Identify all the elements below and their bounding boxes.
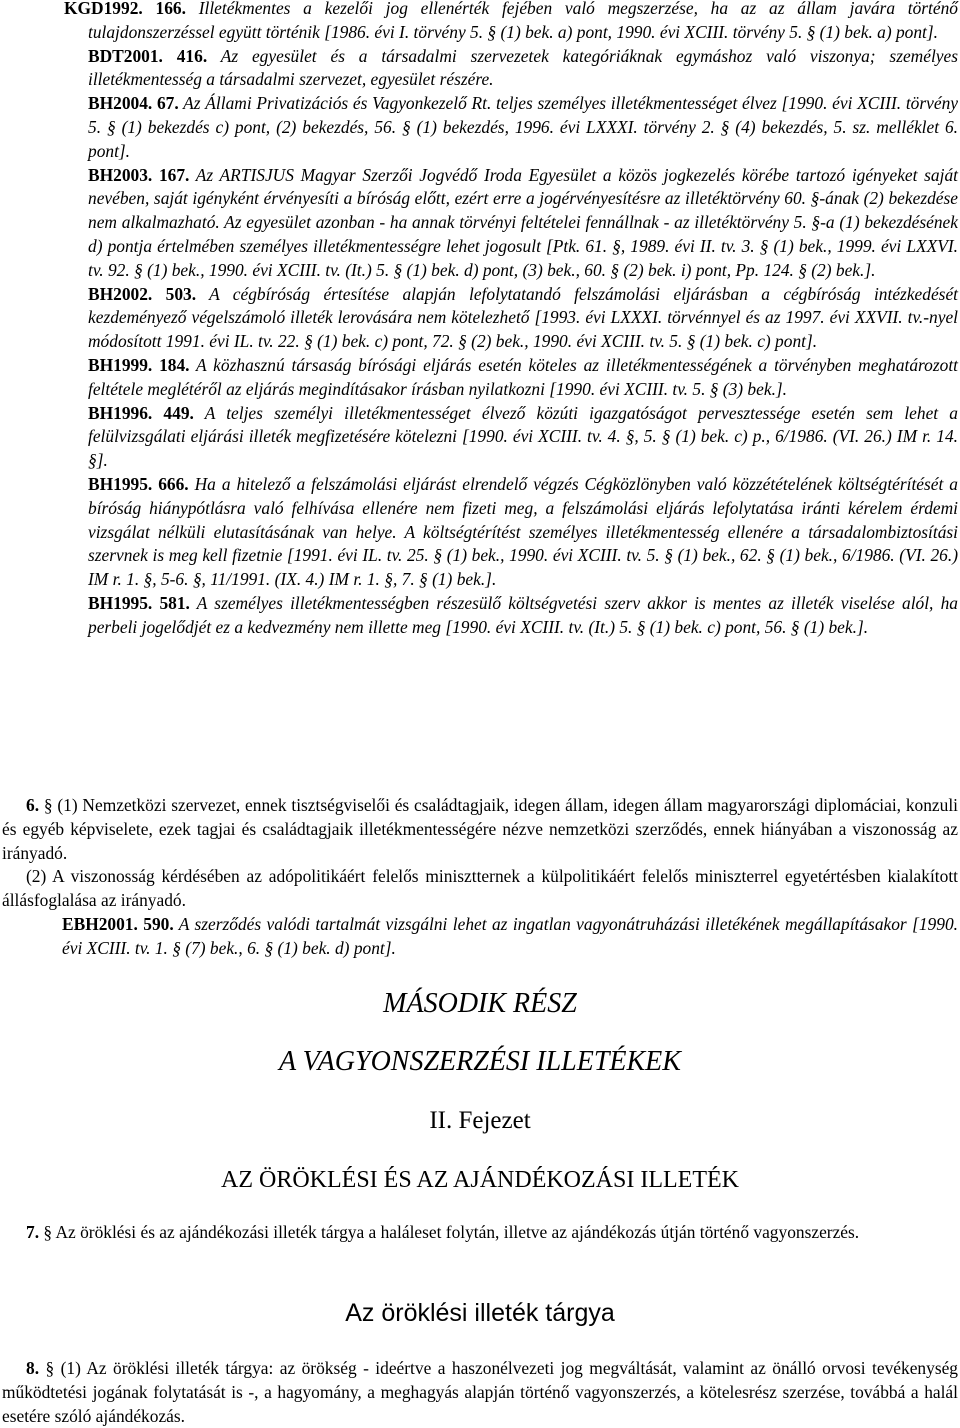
section-text: (2) A viszonosság kérdésében az adópolitikáért felelős minisztternek a külpolitikáért felelős miniszterrel egyetértésben kialakított állásfoglalása az irányadó. xyxy=(2,866,958,911)
section-text: § Az öröklési és az ajándékozási illeték tárgya a haláleset folytán, illetve az ajándékozás útján történő vagyonszerzés. xyxy=(39,1222,860,1242)
section-6-paragraph-2 xyxy=(0,865,960,913)
part-heading: MÁSODIK RÉSZ xyxy=(383,988,577,1019)
case-summary: A teljes személyi illetékmentességet élvező közúti igazgatóságot pervesztessége esetén sem lehet a felülvizsgálati eljárási illeték megfizetésére kötelezni [1990. évi XCIII. tv. 4. §, 5. § (1) bek. c) p., 6/1986. (VI. 26.) IM r. 14. §]. xyxy=(88,402,959,471)
chapter-title: AZ ÖRÖKLÉSI ÉS AZ AJÁNDÉKOZÁSI ILLETÉK xyxy=(221,1167,739,1193)
subheading: Az öröklési illeték tárgya xyxy=(345,1299,615,1327)
case-reference: BH2003. 167. xyxy=(88,164,190,185)
section-7 xyxy=(0,1221,960,1245)
case-summary: Az Állami Privatizációs és Vagyonkezelő Rt. teljes személyes illetékmentességet élvez [1990. évi XCIII. törvény 5. § (1) bekezdés c) pont, (2) bekezdés, 56. § (1) bekezdés, 1996. évi LXXXI. törvény 2. § (4) bekezdés, 5. sz. melléklet 6. pont]. xyxy=(88,93,958,161)
case-reference: BH1999. 184. xyxy=(88,354,190,375)
section-number: 7. xyxy=(26,1222,40,1242)
section-6 xyxy=(0,794,960,961)
case-entry xyxy=(0,473,960,592)
case-entry xyxy=(0,0,960,45)
part-title: A VAGYONSZERZÉSI ILLETÉKEK xyxy=(279,1046,681,1077)
case-summary: Illetékmentes a kezelői jog ellenérték fejében való megszerzése, ha az az állam javára történő tulajdonszerzéssel együtt történik [1986. évi I. törvény 5. § (1) bek. a) pont, 1990. évi XCIII. törvény 5. § (1) bek. a) pont]. xyxy=(88,0,959,42)
case-reference: BH1995. 666. xyxy=(88,473,189,494)
case-entry xyxy=(0,592,960,640)
case-reference: BDT2001. 416. xyxy=(88,45,208,66)
case-summary: A cégbíróság értesítése alapján lefolytatandó felszámolási eljárásban a cégbíróság intézkedését kezdeményező végelszámoló illeték lerovására nem kötelezhető [1993. évi LXXXI. törvénnyel és az 1997. évi XXVII. tv.-nyel módosított 1991. évi IL. tv. 22. § (1) bek. c) pont, 72. § (2) bek., 1990. évi XCIII. tv. 5. § (1) bek. c) pont]. xyxy=(88,283,958,352)
case-entry xyxy=(0,92,960,163)
case-summary: A személyes illetékmentességben részesülő költségvetési szerv akkor is mentes az illeték viselése alól, ha perbeli jogelődjét ez a kedvezmény nem illette meg [1990. évi XCIII. tv. (It.) 5. § (1) bek. c) pont, 56. § (1) bek.]. xyxy=(88,592,958,637)
case-reference: BH2002. 503. xyxy=(88,283,197,304)
section-8 xyxy=(0,1357,960,1428)
section-6-paragraph-1 xyxy=(0,794,960,865)
case-reference: BH1996. 449. xyxy=(88,402,194,423)
case-summary: Az ARTISJUS Magyar Szerzői Jogvédő Iroda Egyesület a közös jogkezelés körébe tartozó igényeket saját nevében, saját igényként érvényesíti a bíróság előtt, ezért erre a jogérvényesítésre az illetéktörvény 60. §-ának (2) bekezdése nem alkalmazható. Az egyesület azonban - ha annak törvényi feltételei fennállnak - az illetéktörvény 5. §-a (1) bekezdésének d) pontja értelmében személyes illetékmentességre lehet jogosult [Ptk. 61. §, 1989. évi II. tv. 3. § (1) bek., 1999. évi LXXVI. tv. 92. § (1) bek., 1990. évi XCIII. tv. (It.) 5. § (1) bek. d) pont, (3) bek., 60. § (2) bek. i) pont, Pp. 124. § (2) bek.]. xyxy=(88,164,958,280)
case-entry xyxy=(0,164,960,283)
case-entry xyxy=(0,354,960,402)
case-summary: A szerződés valódi tartalmát vizsgálni lehet az ingatlan vagyonátruházási illetékének megállapításakor [1990. évi XCIII. tv. 1. § (7) bek., 6. § (1) bek. d) pont]. xyxy=(62,913,958,958)
section-text: § (1) Az öröklési illeték tárgya: az örökség - ideértve a haszonélvezeti jog megváltását, valamint az önálló orvosi tevékenység működtetési jogának folytatását is -, a hagyomány, a meghagyás alapján történő vagyonszerzés, a kötelesrész szerzése, továbbá a halál esetére szóló ajándékozás. xyxy=(2,1358,958,1426)
case-reference: BH1995. 581. xyxy=(88,592,190,613)
case-entry xyxy=(0,402,960,473)
case-reference: EBH2001. 590. xyxy=(62,913,174,934)
section-8-paragraph xyxy=(0,1357,960,1428)
case-summary: Ha a hitelező a felszámolási eljárást elrendelő végzés Cégközlönyben való közzétételének költségtérítését a bíróság hiánypótlásra való felhívása ellenére nem fizeti meg, a felszámolási eljárás lefolytatása iránti kérelem érdemi vizsgálat nélküli elutasításának van helye. A költségtérítést személyes illetékmentesség ellenére a társadalombiztosítási szervnek is meg kell fizetnie [1991. évi IL. tv. 25. § (1) bek., 1990. évi XCIII. tv. 5. § (1) bek., 62. § (1) bek., 6/1986. (VI. 26.) IM r. 1. §, 5-6. §, 11/1991. (IX. 4.) IM r. 1. §, 7. § (1) bek.]. xyxy=(88,473,958,590)
section-number: 6. xyxy=(26,795,40,815)
case-reference: KGD1992. 166. xyxy=(64,0,186,18)
case-entry xyxy=(0,913,960,961)
case-summary: Az egyesület és a társadalmi szervezetek kategóriáknak egymáshoz való viszonya; személyes illetékmentesség a társadalmi szervezet, egyesület részére. xyxy=(88,45,958,90)
case-law-list-1 xyxy=(0,0,960,640)
case-entry xyxy=(0,45,960,93)
section-number: 8. xyxy=(26,1358,40,1378)
case-reference: BH2004. 67. xyxy=(88,93,179,114)
section-7-paragraph xyxy=(0,1221,960,1245)
case-summary: A közhasznú társaság bírósági eljárás esetén köteles az illetékmentességének a törvényben meghatározott feltétele meglétéről az eljárás megindításakor írásban nyilatkozni [1990. évi XCIII. tv. 5. § (3) bek.]. xyxy=(88,354,958,399)
case-entry xyxy=(0,283,960,354)
chapter-heading: II. Fejezet xyxy=(429,1107,531,1134)
section-text: § (1) Nemzetközi szervezet, ennek tisztségviselői és családtagjaik, idegen állam, idegen állam magyarországi diplomáciai, konzuli és egyéb képviselete, ezek tagjai és családtagjaik illetékmentességére nézve nemzetközi szerződés, ennek hiányában a viszonosság az irányadó. xyxy=(2,795,958,863)
